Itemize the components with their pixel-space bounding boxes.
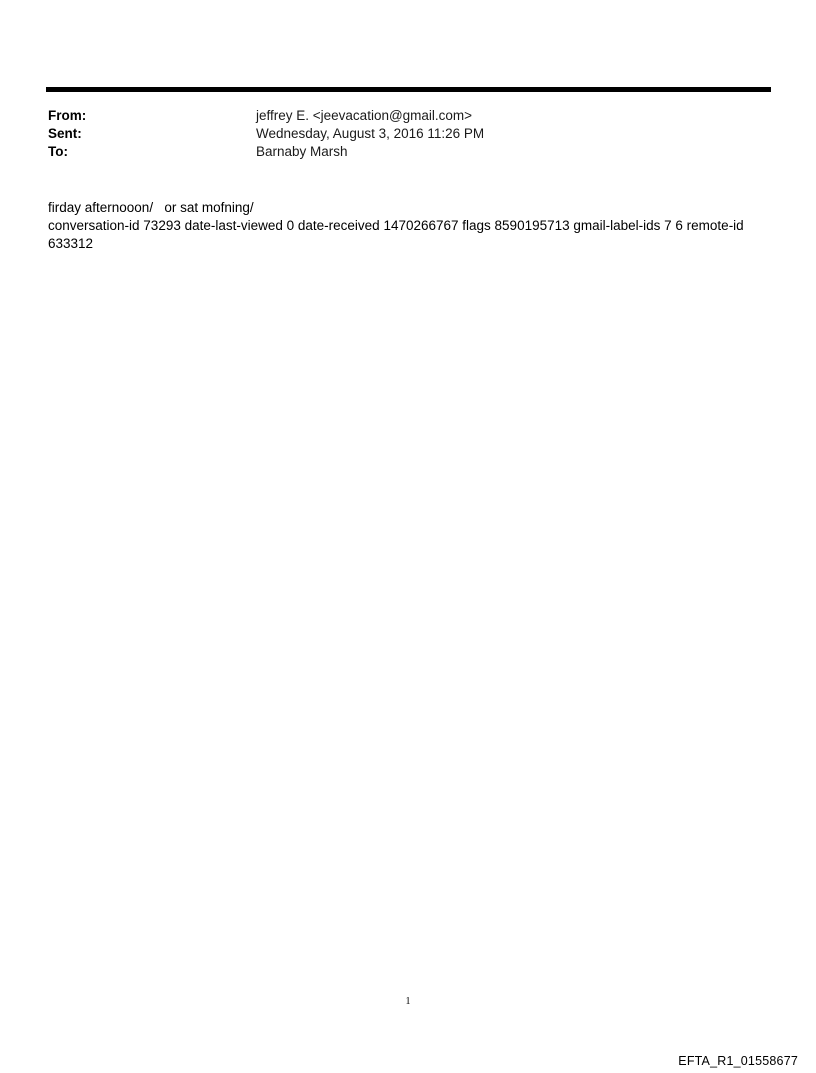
sent-row (48, 125, 748, 143)
to-value: Barnaby Marsh (256, 144, 348, 159)
from-row (48, 107, 748, 125)
sent-value: Wednesday, August 3, 2016 11:26 PM (256, 126, 485, 141)
body-line-metadata-cont: 633312 (48, 236, 94, 251)
document-id: EFTA_R1_01558677 (678, 1054, 798, 1068)
body-line-message: firday afternooon/ or sat mofning/ (48, 200, 254, 215)
page-number: 1 (405, 996, 411, 1007)
sent-label: Sent: (48, 126, 82, 141)
email-header (48, 107, 748, 161)
from-label: From: (48, 108, 87, 123)
body-line-metadata: conversation-id 73293 date-last-viewed 0 date-received 1470266767 flags 8590195713 gmail-label-ids 7 6 remote-id (48, 218, 744, 233)
header-divider (46, 87, 771, 92)
to-row (48, 143, 748, 161)
from-value: jeffrey E. <jeevacation@gmail.com> (256, 108, 473, 123)
email-body (48, 199, 768, 253)
to-label: To: (48, 144, 68, 159)
